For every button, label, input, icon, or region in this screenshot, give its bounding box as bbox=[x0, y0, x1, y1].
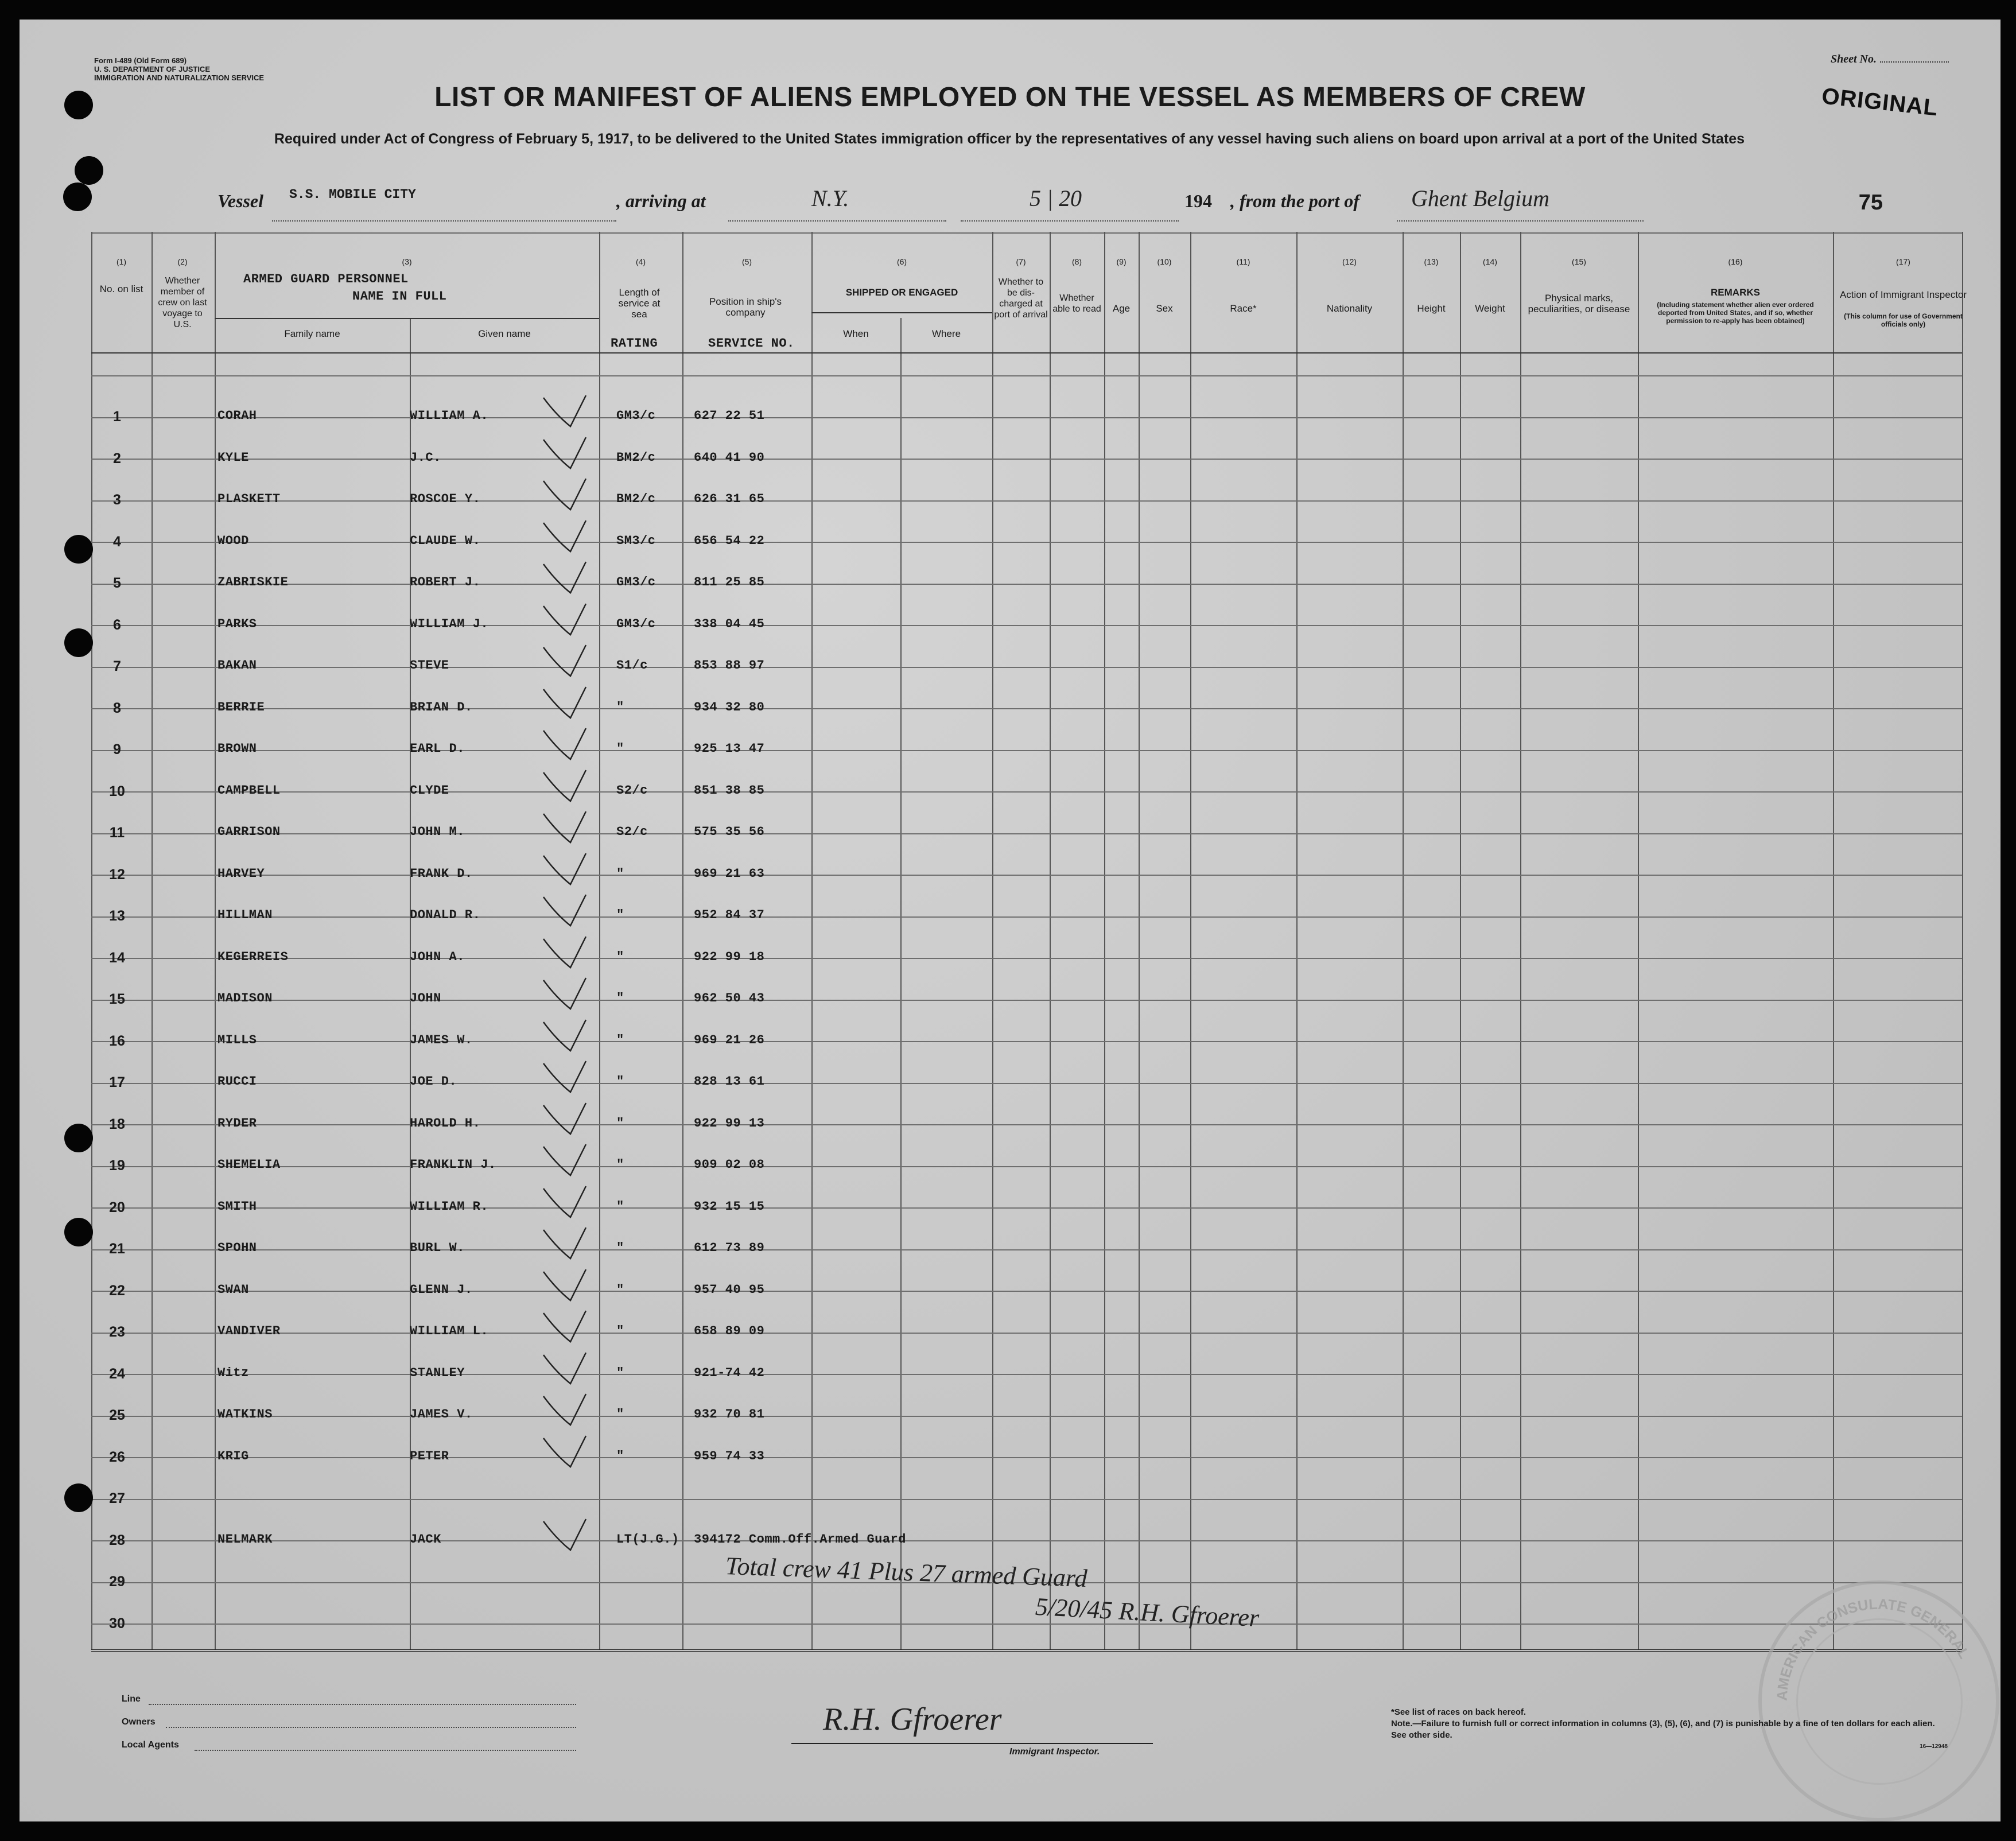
family-name: RUCCI bbox=[217, 1074, 257, 1089]
local-agents-label: Local Agents bbox=[122, 1740, 179, 1750]
row-number: 28 bbox=[109, 1532, 125, 1548]
row-number: 2 bbox=[113, 450, 121, 467]
service-number: 828 13 61 bbox=[694, 1074, 765, 1089]
check-mark-icon bbox=[539, 1223, 591, 1263]
check-mark-icon bbox=[539, 1015, 591, 1055]
col-12-number: (12) bbox=[1342, 257, 1357, 266]
service-number: 658 89 09 bbox=[694, 1324, 765, 1338]
service-number: 612 73 89 bbox=[694, 1241, 765, 1255]
row-number: 21 bbox=[109, 1241, 125, 1257]
col-10-header: Sex bbox=[1156, 303, 1173, 314]
immigrant-inspector-label: Immigrant Inspector. bbox=[1009, 1747, 1100, 1757]
family-name: VANDIVER bbox=[217, 1324, 281, 1338]
given-name: ROSCOE Y. bbox=[410, 492, 481, 506]
given-name: STANLEY bbox=[410, 1365, 465, 1380]
row-number: 19 bbox=[109, 1158, 125, 1174]
rating: S2/c bbox=[616, 825, 648, 839]
family-name: BERRIE bbox=[217, 700, 265, 714]
given-name: CLYDE bbox=[410, 783, 449, 798]
given-name: JAMES V. bbox=[410, 1407, 473, 1421]
row-number: 16 bbox=[109, 1032, 125, 1049]
service-number: 627 22 51 bbox=[694, 409, 765, 423]
rating: S1/c bbox=[616, 658, 648, 673]
row-number: 5 bbox=[113, 575, 121, 591]
inspector-signature: R.H. Gfroerer bbox=[823, 1702, 1002, 1737]
rating: " bbox=[616, 908, 624, 922]
row-number: 1 bbox=[113, 409, 121, 425]
check-mark-icon bbox=[539, 391, 591, 431]
col-3-header: NAME IN FULL bbox=[352, 289, 447, 304]
row-number: 25 bbox=[109, 1407, 125, 1423]
service-number: 932 70 81 bbox=[694, 1407, 765, 1421]
rating: " bbox=[616, 741, 624, 756]
check-mark-icon bbox=[539, 1140, 591, 1180]
given-name: GLENN J. bbox=[410, 1282, 473, 1297]
service-number: 338 04 45 bbox=[694, 616, 765, 631]
given-name: WILLIAM R. bbox=[410, 1199, 489, 1214]
col-17-subheader: (This column for use of Government officials only) bbox=[1844, 312, 1963, 328]
note-date-signature: 5/20/45 R.H. Gfroerer bbox=[1034, 1592, 1260, 1633]
row-number: 18 bbox=[109, 1116, 125, 1132]
rating: " bbox=[616, 1199, 624, 1214]
check-mark-icon bbox=[539, 973, 591, 1013]
service-number: 969 21 63 bbox=[694, 866, 765, 881]
col-17-header: Action of Immigrant Inspector bbox=[1839, 289, 1967, 300]
service-number: 656 54 22 bbox=[694, 533, 765, 548]
rating: LT(J.G.) bbox=[616, 1532, 679, 1547]
col-6-number: (6) bbox=[896, 257, 907, 266]
rating: " bbox=[616, 949, 624, 964]
rating: " bbox=[616, 1074, 624, 1089]
check-mark-icon bbox=[539, 640, 591, 681]
service: IMMIGRATION AND NATURALIZATION SERVICE bbox=[94, 73, 265, 82]
col-16-number: (16) bbox=[1728, 257, 1743, 266]
page-subtitle: Required under Act of Congress of February 5, 1917, to be delivered to the United States immigration officer by the representatives of any vessel having such aliens on board upon arrival at a port of the United States bbox=[274, 131, 1745, 147]
family-name: SWAN bbox=[217, 1282, 249, 1297]
rating: " bbox=[616, 1241, 624, 1255]
family-name: KYLE bbox=[217, 450, 249, 465]
col-3-section: ARMED GUARD PERSONNEL bbox=[243, 272, 409, 286]
col-2-header: Whether member of crew on last voyage to U.S. bbox=[158, 276, 207, 329]
row-number: 9 bbox=[113, 741, 121, 758]
row-number: 17 bbox=[109, 1074, 125, 1090]
penalty-note: Note.—Failure to furnish full or correct information in columns (3), (5), (6), and (7) is punishable by a fine of ten dollars for each alien. See other side. bbox=[1391, 1719, 1935, 1740]
service-number: 853 88 97 bbox=[694, 658, 765, 673]
given-name: BURL W. bbox=[410, 1241, 465, 1255]
row-number: 24 bbox=[109, 1365, 125, 1382]
given-name: BRIAN D. bbox=[410, 700, 473, 714]
row-number: 23 bbox=[109, 1324, 125, 1340]
shipped-when-header: When bbox=[843, 328, 869, 339]
given-name: FRANKLIN J. bbox=[410, 1158, 496, 1172]
row-number: 12 bbox=[109, 866, 125, 883]
given-name: WILLIAM L. bbox=[410, 1324, 489, 1338]
rating: GM3/c bbox=[616, 616, 656, 631]
col-11-header: Race* bbox=[1230, 303, 1257, 314]
family-name: CAMPBELL bbox=[217, 783, 281, 798]
service-number: 640 41 90 bbox=[694, 450, 765, 465]
footnote bbox=[1391, 1707, 1948, 1753]
rating: GM3/c bbox=[616, 409, 656, 423]
seal-text: AMERICAN CONSULATE GENERAL bbox=[1774, 1596, 1972, 1702]
shipped-where-header: Where bbox=[931, 328, 961, 339]
check-mark-icon bbox=[539, 682, 591, 723]
given-name: HAROLD H. bbox=[410, 1116, 481, 1131]
family-name: HARVEY bbox=[217, 866, 265, 881]
given-name: PETER bbox=[410, 1448, 449, 1463]
family-name: SPOHN bbox=[217, 1241, 257, 1255]
family-name: NELMARK bbox=[217, 1532, 273, 1547]
race-note: *See list of races on back hereof. bbox=[1391, 1707, 1526, 1717]
col-8-number: (8) bbox=[1071, 257, 1082, 266]
row-number: 29 bbox=[109, 1574, 125, 1590]
col-13-header: Height bbox=[1417, 303, 1446, 314]
family-name: Witz bbox=[217, 1365, 249, 1380]
owners-label: Owners bbox=[122, 1717, 156, 1727]
service-number: 921-74 42 bbox=[694, 1365, 765, 1380]
col-4-number: (4) bbox=[635, 257, 646, 266]
form-number: Form I-489 (Old Form 689) bbox=[94, 56, 187, 65]
family-name: BAKAN bbox=[217, 658, 257, 673]
col-3-number: (3) bbox=[402, 257, 412, 266]
rating: " bbox=[616, 991, 624, 1005]
col-11-number: (11) bbox=[1236, 257, 1250, 266]
family-name: WATKINS bbox=[217, 1407, 273, 1421]
print-code: 16—12948 bbox=[1920, 1743, 1948, 1750]
col-7-header: Whether to be dis-charged at port of arrival bbox=[994, 277, 1048, 320]
family-name: KEGERREIS bbox=[217, 949, 289, 964]
given-name: JOE D. bbox=[410, 1074, 457, 1089]
form-identifier bbox=[94, 56, 264, 82]
rating: " bbox=[616, 1448, 624, 1463]
family-name: HILLMAN bbox=[217, 908, 273, 922]
col-1-header: No. on list bbox=[99, 283, 143, 294]
service-number: 959 74 33 bbox=[694, 1448, 765, 1463]
service-number: 575 35 56 bbox=[694, 825, 765, 839]
family-name: KRIG bbox=[217, 1448, 249, 1463]
given-name: JAMES W. bbox=[410, 1032, 473, 1047]
given-name: JOHN A. bbox=[410, 949, 465, 964]
row-number: 14 bbox=[109, 949, 125, 966]
rating: BM2/c bbox=[616, 450, 656, 465]
col-17-number: (17) bbox=[1896, 257, 1910, 266]
given-name: DONALD R. bbox=[410, 908, 481, 922]
check-mark-icon bbox=[539, 516, 591, 556]
rating: S2/c bbox=[616, 783, 648, 798]
rating: " bbox=[616, 1158, 624, 1172]
manifest-sheet bbox=[20, 20, 2001, 1821]
page-title: LIST OR MANIFEST OF ALIENS EMPLOYED ON THE VESSEL AS MEMBERS OF CREW bbox=[434, 82, 1586, 112]
family-name: PARKS bbox=[217, 616, 257, 631]
row-number: 7 bbox=[113, 658, 121, 674]
service-number: 925 13 47 bbox=[694, 741, 765, 756]
rating: " bbox=[616, 866, 624, 881]
given-name-header: Given name bbox=[478, 328, 531, 339]
rating: GM3/c bbox=[616, 575, 656, 589]
col-12-header: Nationality bbox=[1326, 303, 1373, 314]
given-name: WILLIAM A. bbox=[410, 409, 489, 423]
svg-text:AMERICAN CONSULATE GENERAL bbox=[1774, 1597, 1972, 1702]
rating: SM3/c bbox=[616, 533, 656, 548]
arrival-year: 194 bbox=[1184, 191, 1212, 211]
col-2-number: (2) bbox=[177, 257, 188, 266]
check-mark-icon bbox=[539, 1098, 591, 1139]
consulate-seal bbox=[1758, 1580, 1999, 1821]
check-mark-icon bbox=[539, 1348, 591, 1388]
row-number: 4 bbox=[113, 533, 121, 550]
col-7-number: (7) bbox=[1016, 257, 1026, 266]
service-number: 952 84 37 bbox=[694, 908, 765, 922]
given-name: CLAUDE W. bbox=[410, 533, 481, 548]
family-name: MADISON bbox=[217, 991, 273, 1005]
row-number: 6 bbox=[113, 616, 121, 633]
family-name: BROWN bbox=[217, 741, 257, 756]
check-mark-icon bbox=[539, 1057, 591, 1097]
sheet-number bbox=[1831, 53, 1949, 66]
given-name: ROBERT J. bbox=[410, 575, 481, 589]
col-5-number: (5) bbox=[741, 257, 752, 266]
check-mark-icon bbox=[539, 932, 591, 972]
row-number: 13 bbox=[109, 908, 125, 924]
row-number: 26 bbox=[109, 1448, 125, 1465]
col-8-header: Whether able to read bbox=[1052, 293, 1101, 314]
row-number: 15 bbox=[109, 991, 125, 1007]
service-number: 626 31 65 bbox=[694, 492, 765, 506]
col-15-header: Physical marks, peculiarities, or disease bbox=[1528, 293, 1630, 314]
rating: " bbox=[616, 1407, 624, 1421]
check-mark-icon bbox=[539, 599, 591, 639]
given-name: JOHN bbox=[410, 991, 441, 1005]
from-port-label: , from the port of bbox=[1230, 191, 1359, 211]
service-number: 932 15 15 bbox=[694, 1199, 765, 1214]
given-name: STEVE bbox=[410, 658, 449, 673]
check-mark-icon bbox=[539, 1306, 591, 1346]
rating: " bbox=[616, 1032, 624, 1047]
given-name: EARL D. bbox=[410, 741, 465, 756]
service-number: 922 99 18 bbox=[694, 949, 765, 964]
check-mark-icon bbox=[539, 849, 591, 889]
arriving-label: , arriving at bbox=[616, 191, 706, 211]
col-5-header: Position in ship's company bbox=[709, 296, 782, 318]
given-name: JACK bbox=[410, 1532, 441, 1547]
col-9-header: Age bbox=[1112, 303, 1131, 314]
family-name: PLASKETT bbox=[217, 492, 281, 506]
col-13-number: (13) bbox=[1424, 257, 1439, 266]
service-number: 957 40 95 bbox=[694, 1282, 765, 1297]
row-number: 11 bbox=[109, 825, 125, 841]
sheet-number-label: Sheet No. bbox=[1831, 53, 1877, 65]
col-16-subheader: (Including statement whether alien ever ordered deported from United States, and if so, whether permission to re-apply has been obtained) bbox=[1657, 301, 1814, 325]
family-name: GARRISON bbox=[217, 825, 281, 839]
service-number: 909 02 08 bbox=[694, 1158, 765, 1172]
service-number: 969 21 26 bbox=[694, 1032, 765, 1047]
rating: " bbox=[616, 1365, 624, 1380]
family-name: SMITH bbox=[217, 1199, 257, 1214]
family-name: RYDER bbox=[217, 1116, 257, 1131]
rating: " bbox=[616, 1324, 624, 1338]
family-name: MILLS bbox=[217, 1032, 257, 1047]
family-name: SHEMELIA bbox=[217, 1158, 281, 1172]
row-number: 10 bbox=[109, 783, 125, 799]
row-number: 20 bbox=[109, 1199, 125, 1215]
row-number: 27 bbox=[109, 1490, 125, 1506]
col-14-header: Weight bbox=[1475, 303, 1505, 314]
given-name: JOHN M. bbox=[410, 825, 465, 839]
row-number: 8 bbox=[113, 700, 121, 716]
service-number: 962 50 43 bbox=[694, 991, 765, 1005]
page-number: 75 bbox=[1858, 191, 1883, 215]
check-mark-icon bbox=[539, 1265, 591, 1305]
rating: BM2/c bbox=[616, 492, 656, 506]
family-name: CORAH bbox=[217, 409, 257, 423]
row-number: 30 bbox=[109, 1615, 125, 1632]
rating: " bbox=[616, 700, 624, 714]
check-mark-icon bbox=[539, 1431, 591, 1471]
check-mark-icon bbox=[539, 557, 591, 597]
check-mark-icon bbox=[539, 890, 591, 930]
family-name: ZABRISKIE bbox=[217, 575, 289, 589]
line-label: Line bbox=[122, 1694, 141, 1704]
department: U. S. DEPARTMENT OF JUSTICE bbox=[94, 65, 210, 73]
col-6-header: SHIPPED OR ENGAGED bbox=[845, 287, 958, 298]
service-number: 851 38 85 bbox=[694, 783, 765, 798]
service-no-header: SERVICE NO. bbox=[708, 336, 795, 351]
given-name: FRANK D. bbox=[410, 866, 473, 881]
col-9-number: (9) bbox=[1116, 257, 1127, 266]
service-number: 394172 Comm.Off.Armed Guard bbox=[694, 1532, 906, 1547]
rating: " bbox=[616, 1116, 624, 1131]
col-14-number: (14) bbox=[1483, 257, 1497, 266]
service-number: 811 25 85 bbox=[694, 575, 765, 589]
vessel-name: S.S. MOBILE CITY bbox=[289, 187, 416, 202]
given-name: WILLIAM J. bbox=[410, 616, 489, 631]
departure-port: Ghent Belgium bbox=[1411, 185, 1550, 211]
arrival-date: 5 | 20 bbox=[1030, 185, 1082, 211]
arriving-place: N.Y. bbox=[811, 185, 849, 211]
check-mark-icon bbox=[539, 433, 591, 473]
col-15-number: (15) bbox=[1572, 257, 1586, 266]
check-mark-icon bbox=[539, 766, 591, 806]
check-mark-icon bbox=[539, 1514, 591, 1555]
original-stamp: ORIGINAL bbox=[1820, 83, 1940, 121]
col-10-number: (10) bbox=[1157, 257, 1172, 266]
rating-header: RATING bbox=[611, 336, 658, 351]
service-number: 934 32 80 bbox=[694, 700, 765, 714]
check-mark-icon bbox=[539, 724, 591, 764]
vessel-label: Vessel bbox=[217, 191, 263, 211]
col-4-header: Length of service at sea bbox=[618, 287, 661, 320]
col-1-number: (1) bbox=[116, 257, 127, 266]
check-mark-icon bbox=[539, 1389, 591, 1430]
family-name-header: Family name bbox=[284, 328, 340, 339]
crew-total-note: Total crew 41 Plus 27 armed Guard bbox=[725, 1552, 1088, 1593]
family-name: WOOD bbox=[217, 533, 249, 548]
check-mark-icon bbox=[539, 807, 591, 847]
given-name: J.C. bbox=[410, 450, 441, 465]
check-mark-icon bbox=[539, 1182, 591, 1222]
row-number: 22 bbox=[109, 1282, 125, 1299]
row-number: 3 bbox=[113, 492, 121, 508]
crew-table bbox=[91, 232, 1962, 1667]
rating: " bbox=[616, 1282, 624, 1297]
service-number: 922 99 13 bbox=[694, 1116, 765, 1131]
col-16-header: REMARKS bbox=[1711, 287, 1760, 298]
check-mark-icon bbox=[539, 474, 591, 514]
